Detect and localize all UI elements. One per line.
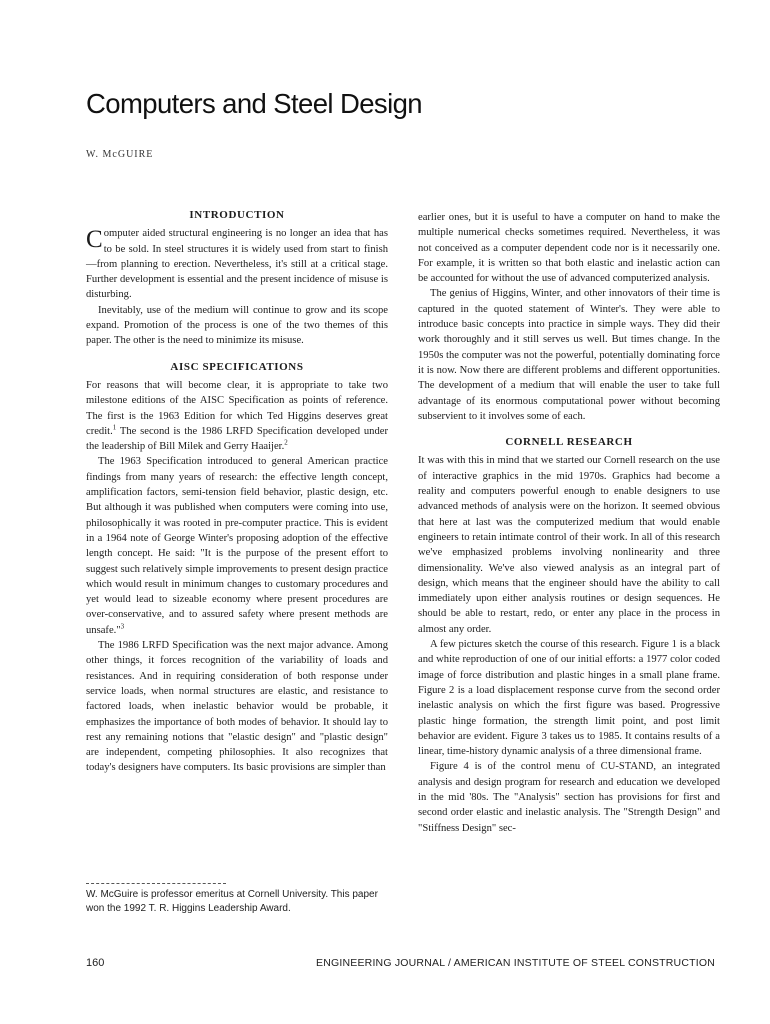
intro-paragraph-1 <box>86 226 388 302</box>
cornell-paragraph-2: A few pictures sketch the course of this research. Figure 1 is a black and white reproduction of one of our initial efforts: a 1977 color coded image of force distribution and plastic hinges in a small plane frame. Figure 2 is a load displacement response curve from the second order inelastic analysis on which the first figure was based. Progressive plastic hinge formation, the strength limit point, and post limit behavior are evident. Figure 3 takes us to 1985. It contains results of a linear, time-history dynamic analysis of a three dimensional frame. <box>418 639 720 758</box>
reference-mark: 2 <box>284 438 288 447</box>
right-column <box>418 210 720 836</box>
cornell-research-heading: CORNELL RESEARCH <box>505 436 633 449</box>
author-footnote: W. McGuire is professor emeritus at Cornell University. This paper won the 1992 T. R. Higgins Leadership Award. <box>86 889 378 914</box>
cornell-paragraph-1: It was with this in mind that we started our Cornell research on the use of interactive graphics in the mid 1970s. Graphics had become a reality and computers powerful enough to enable designers to use advanced methods of analysis were on the horizon. It seemed obvious that here at last was the computerized medium that would enable engineers to retain intimate control of their work. In all of this research we've emphasized problems involving nonlinearity and three dimensionality. We've also viewed analysis as an integral part of design, which means that the engineer should have the ability to call immediately upon either analysis routines or design sequences. He should be able to restart, redo, or enter any place in the process in almost any order. <box>418 455 720 635</box>
reference-mark: 1 <box>112 423 117 432</box>
author-byline: W. McGUIRE <box>86 149 154 160</box>
intro-paragraph-2: Inevitably, use of the medium will continue to grow and its scope expand. Promotion of the process is one of the two themes of this paper. The other is the need to minimize its misuse. <box>86 304 388 347</box>
genius-paragraph: The genius of Higgins, Winter, and other innovators of their time is captured in the quoted statement of Winter's. They were able to introduce basic concepts into practice in simple ways. They did their work thoroughly and it still serves us well. But times change. In the 1950s the computer was not the powerful, potentially dominating force it is now. Now there are different problems and different opportunities. The development of a medium that will enable the user to take full advantage of its enormous computational power without becoming subservient to it involves some of each. <box>418 288 720 422</box>
aisc-paragraph-1-text-2: The second is the 1986 LRFD Specification developed under the leadership of Bill Milek and Gerry Haaijer. <box>86 425 388 453</box>
footnote-divider <box>86 883 226 884</box>
journal-footer: ENGINEERING JOURNAL / AMERICAN INSTITUTE OF STEEL CONSTRUCTION <box>316 957 715 969</box>
aisc-paragraph-3: The 1986 LRFD Specification was the next major advance. Among other things, it forces recognition of the variability of loads and resistances. And in requiring consideration of both response under service loads, when normal structures are elastic, and resistance to factored loads, when inelastic behavior would be probable, it emphasizes the importance of both modes of behavior. It should lay to rest any remaining notions that "elastic design" and "plastic design" are independent, competing philosophies. It also recognizes that today's designers have computers. Its basic provisions are simpler than <box>86 640 388 774</box>
left-column <box>86 208 388 776</box>
aisc-paragraph-1-text: For reasons that will become clear, it is appropriate to take two milestone editions of the AISC Specification as points of reference. The first is the 1963 Edition for which Ted Higgins deserves great credit. <box>86 379 388 437</box>
intro-paragraph-1-text: omputer aided structural engineering is no longer an idea that has to be sold. In steel structures it is widely used from start to finish—from planning to erection. Nevertheless, it's still at a critical stage. Further development is essential and the present incidence of misuse is disturbing. <box>86 228 388 301</box>
article-title: Computers and Steel Design <box>86 88 422 119</box>
aisc-specifications-heading: AISC SPECIFICATIONS <box>170 360 304 373</box>
page-number: 160 <box>86 957 105 969</box>
drop-cap: C <box>86 226 103 254</box>
cornell-paragraph-3: Figure 4 is of the control menu of CU-STAND, an integrated analysis and design program for research and education we developed in the mid '80s. The "Analysis" section has provisions for first and second order elastic and inelastic analysis. The "Strength Design" and "Stiffness Design" sec- <box>418 761 720 834</box>
introduction-heading: INTRODUCTION <box>189 209 285 221</box>
continued-paragraph: earlier ones, but it is useful to have a computer on hand to make the multiple numerical checks sometimes required. Nevertheless, it was not conceived as a computer dependent code nor is it necessarily one. For example, it is written so that both elastic and inelastic action can be accounted for without the use of advanced computerized analysis. <box>418 212 720 285</box>
aisc-paragraph-1 <box>86 378 388 454</box>
reference-mark: 3 <box>120 622 125 631</box>
aisc-paragraph-2-text: The 1963 Specification introduced to general American practice findings from many years of research: the effective length concept, amplification factors, semi-tension field behavior, plastic design, etc. But although it was published when computers were coming into use, philosophically it was rooted in pre-computer practice. This is evident in a 1964 note of George Winter's proposing adoption of the effective length concept. He said: "It is the purpose of the present effort to suggest such relatively simple improvements to present design practice which would result in minimum changes to customary procedures and yet would lead to sizeable economy where present procedures are over-conservative, and to assured safety where present methods are unsafe." <box>86 456 388 636</box>
aisc-paragraph-2 <box>86 454 388 638</box>
